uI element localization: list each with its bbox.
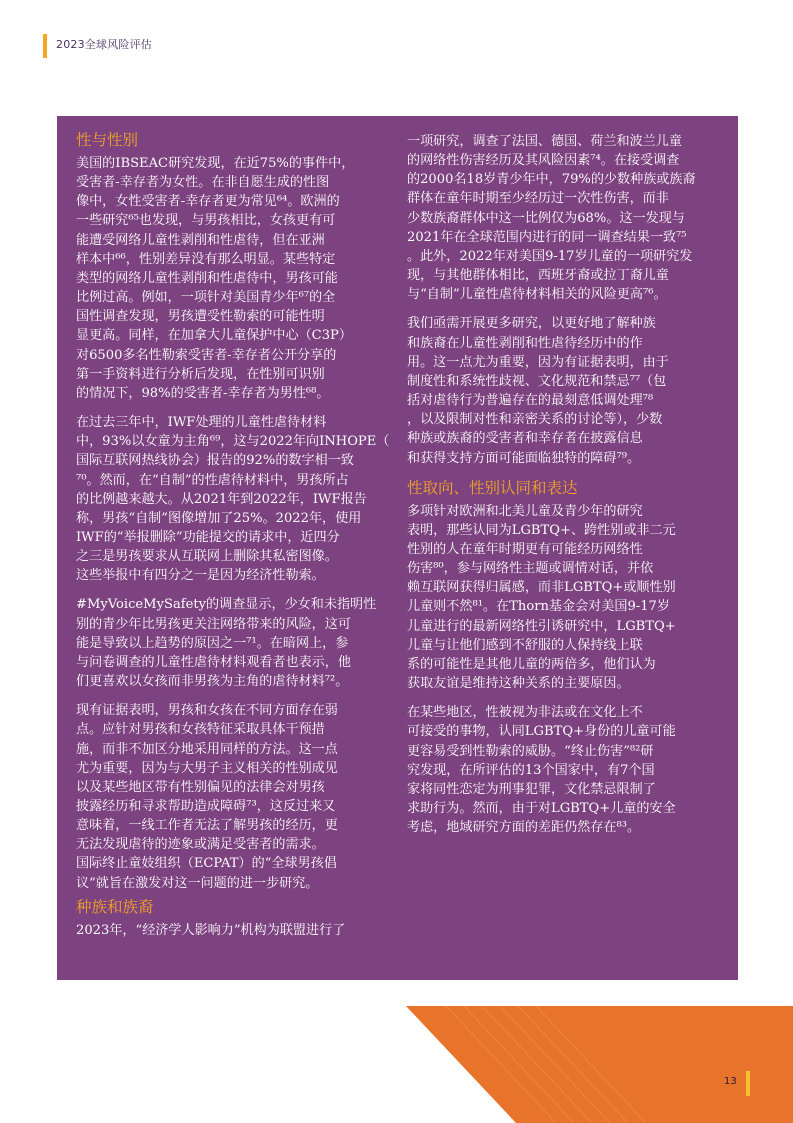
content-panel: [57, 116, 738, 980]
header-title: 2023全球风险评估: [56, 38, 152, 51]
paragraph: 一项研究，调查了法国、德国、荷兰和波兰儿童 的网络性伤害经历及其风险因素⁷⁴。在接受调查 的2000名18岁青少年中，79%的少数种族或族裔 群体在童年时期至少经历过一次性伤害，而非 少数族裔群体中这一比例仅为68%。这一发现与 2021年在全球范围内进行的同一调查结果一致⁷⁵ 。此外，2022年对美国9-17岁儿童的一项研究发 现，与其他群体相比，西班牙裔或拉丁裔儿童 与“自制”儿童性虐待材料相关的风险更高⁷⁶。: [407, 134, 696, 303]
paragraph: 现有证据表明，男孩和女孩在不同方面存在弱 点。应针对男孩和女孩特征采取具体干预措 施，而非不加区分地采用同样的方法。这一点 尤为重要，因为与大男子主义相关的性别成见 以及某些地区带有性别偏见的法律会对男孩 披露经历和寻求帮助造成障碍⁷³，这反过来又 意味着，一线工作者无法了解男孩的经历，更 无法发现虐待的迹象或满足受害者的需求。 国际终止童妓组织（ECPAT）的“全球男孩倡 议”就旨在激发对这一问题的进一步研究。: [76, 703, 338, 891]
paragraph: 多项针对欧洲和北美儿童及青少年的研究 表明，那些认同为LGBTQ+、跨性别或非二元 性别的人在童年时期更有可能经历网络性 伤害⁸⁰，参与网络性主题或调情对话，并依 赖互联网获得归属感，而非LGBTQ+或顺性别 儿童则不然⁸¹。在Thorn基金会对美国9-17岁 儿童进行的最新网络性引诱研究中，LGBTQ+ 儿童与让他们感到不舒服的人保持线上联 系的可能性是其他儿童的两倍多，他们认为 获取友谊是维持这种关系的主要原因。: [407, 503, 676, 692]
right-column: [407, 132, 724, 847]
paragraph: 我们亟需开展更多研究，以更好地了解种族 和族裔在儿童性剥削和性虐待经历中的作 用。这一点尤为重要，因为有证据表明，由于 制度性和系统性歧视、文化规范和禁忌⁷⁷（包 括对虐待行为普遍存在的最刻意低调处理⁷⁸ ，以及限制对性和亲密关系的讨论等），少数 种族或族裔的受害者和幸存者在披露信息 和获得支持方面可能面临独特的障碍⁷⁹。: [407, 316, 669, 466]
paragraph: 美国的IBSEAC研究发现，在近75%的事件中， 受害者-幸存者为女性。在非自愿生成的性图 像中，女性受害者-幸存者更为常见⁶⁴。欧洲的 一些研究⁶⁵也发现，与男孩相比，女孩更有可 能遭受网络儿童性剥削和性虐待，但在亚洲 样本中⁶⁶，性别差异没有那么明显。某些特定 类型的网络儿童性剥削和性虐待中，男孩可能 比例过高。例如，一项针对美国青少年⁶⁷的全 国性调查发现，男孩遭受性勒索的可能性明 显更高。同样，在加拿大儿童保护中心（C3P） 对6500多名性勒索受害者-幸存者公开分享的 第一手资料进行分析后发现，在性别可识别 的情况下，98%的受害者-幸存者为男性⁶⁸。: [76, 156, 355, 401]
paragraph: 在某些地区，性被视为非法或在文化上不 可接受的事物，认同LGBTQ+身份的儿童可能 更容易受到性勒索的威胁。“终止伤害”⁸²研 究发现，在所评估的13个国家中，有7个国 家将同性恋定为刑事犯罪，文化禁忌限制了 求助行为。然而，由于对LGBTQ+儿童的安全 考虑，地域研究方面的差距仍然存在⁸³。: [407, 705, 676, 836]
left-column: [76, 130, 394, 950]
heading-ethnicity: 种族和族裔: [76, 897, 154, 916]
heading-gender: 性与性别: [76, 131, 139, 149]
paragraph: 2023年，“经济学人影响力”机构为联盟进行了: [76, 922, 346, 938]
paragraph: #MyVoiceMySafety的调查显示，少女和未指明性 别的青少年比男孩更关注网络带来的风险，这可 能是导致以上趋势的原因之一⁷¹。在暗网上，参 与问卷调查的儿童性虐待材料观看者也表示，他 们更喜欢以女孩而非男孩为主角的虐待材料⁷²。: [76, 597, 377, 690]
page-number: 13: [724, 1076, 737, 1087]
header-accent-bar: [43, 34, 47, 58]
decorative-orange-shape: [406, 1006, 793, 1123]
paragraph: 在过去三年中，IWF处理的儿童性虐待材料 中，93%以女童为主角⁶⁹，这与2022年向INHOPE（ 国际互联网热线协会）报告的92%的数字相一致 ⁷⁰。然而，在“自制”的性虐待材料中，男孩所占 的比例越来越大。从2021年到2022年，IWF报告 称，男孩“自制”图像增加了25%。2022年，使用 IWF的“举报删除”功能提交的请求中，近四分 之三是男孩要求从互联网上删除其私密图像。 这些举报中有四分之一是因为经济性勒索。: [76, 415, 390, 584]
orange-triangle-dark: [406, 1006, 793, 1123]
heading-lgbtq: 性取向、性别认同和表达: [407, 478, 578, 497]
page-accent-bar: [746, 1071, 750, 1096]
